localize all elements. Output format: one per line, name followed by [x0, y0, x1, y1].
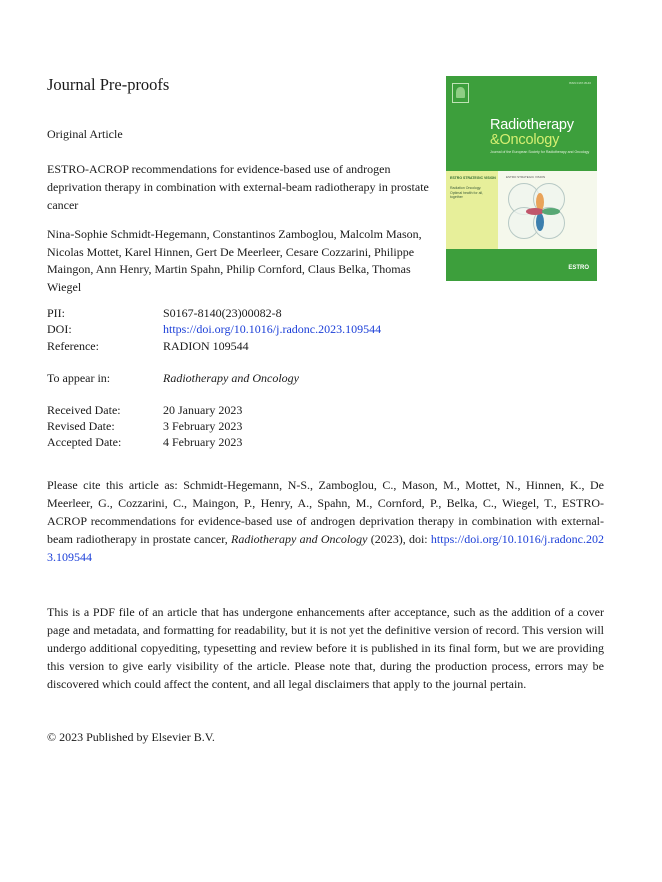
citation-paragraph [47, 476, 604, 566]
cover-society-logo: ESTRO [568, 265, 589, 271]
revised-value: 3 February 2023 [163, 419, 243, 433]
citation-journal: Radiotherapy and Oncology [231, 532, 368, 546]
citation-doi-link[interactable]: https://doi.org/10.1016/j.radonc.2023.109544 [47, 532, 605, 564]
revised-label: Revised Date: [47, 419, 115, 433]
petal-icon [542, 208, 560, 215]
accepted-value: 4 February 2023 [163, 435, 243, 449]
pii-label: PII: [47, 306, 65, 320]
pre-proof-notice: This is a PDF file of an article that has undergone enhancements after acceptance, such as the addition of a cover page and metadata, and formatting for readability, but it is not yet the definitive version of record. This version will undergo additional copyediting, typesetting and review before it is published in its final form, but we are providing this version to give early visibility of the article. Please note that, during the production process, errors may be discovered which could affect the content, and all legal disclaimers that apply to the journal pertain. [47, 605, 604, 691]
citation-year-doi: (2023), doi: [370, 532, 428, 546]
pii-value: S0167-8140(23)00082-8 [163, 306, 282, 320]
journal-series-title: Journal Pre-proofs [47, 75, 170, 94]
cover-journal-name-line1: Radiotherapy [490, 117, 574, 133]
cover-subtitle: Journal of the European Society for Radiotherapy and Oncology [490, 150, 590, 154]
cover-strategic-title: ESTRO STRATEGIC VISION [450, 176, 496, 180]
cover-panel-left [446, 171, 498, 249]
cover-issn-text: ISSN 0167-8140 [568, 81, 591, 85]
received-label: Received Date: [47, 403, 121, 417]
citation-text: Please cite this article as: Schmidt-Hegemann, N-S., Zamboglou, C., Mason, M., Mottet, N., Hinnen, K., De Meerleer, G., Cozzarini, C., Maingon, P., Henry, A., Spahn, M., Cornford, P., Belka, C., Wiegel, T., ESTRO-ACROP recommendations for evidence-based use of androgen deprivation therapy in combination with external-beam radiotherapy in prostate cancer, [47, 478, 604, 546]
cover-strategic-panel [446, 171, 597, 249]
reference-label: Reference: [47, 339, 99, 353]
article-type: Original Article [47, 127, 123, 141]
article-title: ESTRO-ACROP recommendations for evidence-based use of androgen deprivation therapy in combination with external-beam radiotherapy in prostate cancer [47, 162, 429, 212]
cover-journal-name-line2: &Oncology [490, 132, 560, 148]
elsevier-logo-icon [452, 83, 469, 103]
received-value: 20 January 2023 [163, 403, 243, 417]
copyright-notice: © 2023 Published by Elsevier B.V. [47, 730, 215, 744]
petal-icon [536, 213, 544, 231]
appear-label: To appear in: [47, 371, 111, 385]
cover-strategic-title-right: ESTRO STRATEGIC VISION [506, 175, 546, 179]
reference-value: RADION 109544 [163, 339, 249, 353]
doi-link[interactable]: https://doi.org/10.1016/j.radonc.2023.109544 [163, 322, 382, 336]
cover-strategic-subtitle: Radiation Oncology. Optimal health for all, together [450, 186, 484, 199]
author-list: Nina-Sophie Schmidt-Hegemann, Constantinos Zamboglou, Malcolm Mason, Nicolas Mottet, Karel Hinnen, Gert De Meerleer, Cesare Cozzarini, Philippe Maingon, Ann Henry, Martin Spahn, Philip Cornford, Claus Belka, Thomas Wiegel [47, 227, 422, 294]
accepted-label: Accepted Date: [47, 435, 122, 449]
journal-cover-image [446, 76, 597, 281]
appear-value: Radiotherapy and Oncology [163, 371, 299, 385]
doi-label: DOI: [47, 322, 72, 336]
